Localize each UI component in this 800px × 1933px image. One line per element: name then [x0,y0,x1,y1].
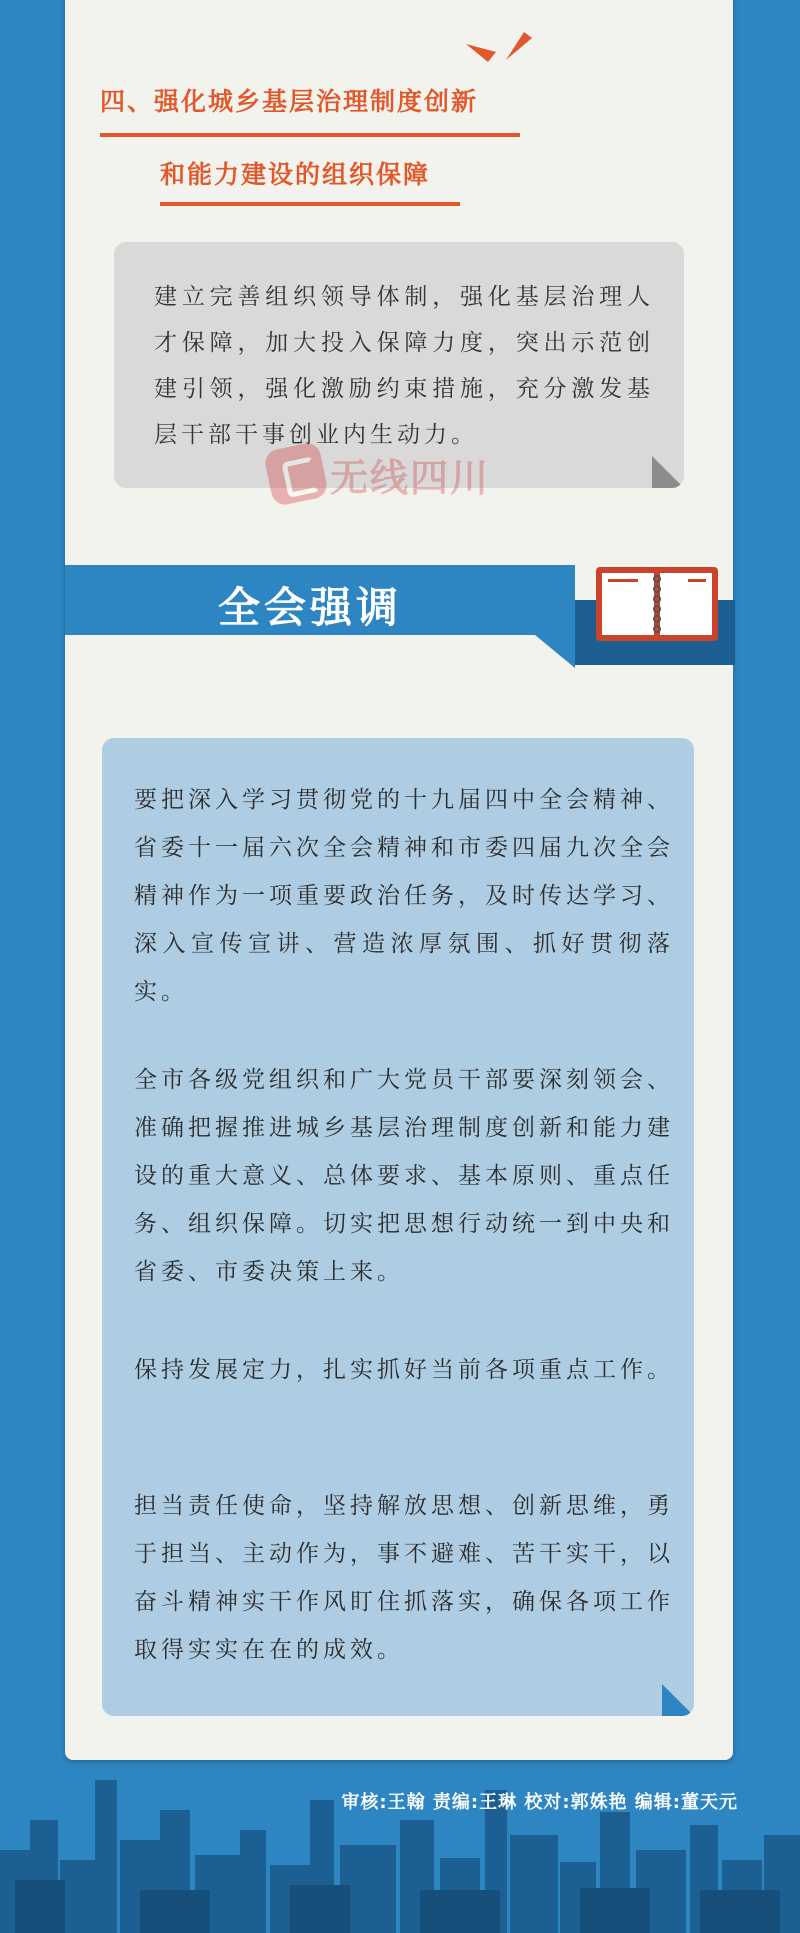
title-underline [100,133,520,137]
page-fold-corner [662,1684,694,1716]
watermark-text: 无线四川 [330,455,491,500]
title-underline [160,202,460,206]
chuan-logo-icon [263,441,329,507]
notebook-icon [594,565,720,643]
banner-title: 全会强调 [218,583,403,632]
banner-notch [535,635,575,668]
emphasis-paragraph: 要把深入学习贯彻党的十九届四中全会精神、省委十一届六次全会精神和市委四届九次全会精神作为一项重要政治任务，及时传达学习、深入宣传宣讲、营造浓厚氛围、抓好贯彻落实。 [134,787,674,1005]
emphasis-card [102,738,694,1716]
emphasis-paragraph: 保持发展定力，扎实抓好当前各项重点工作。 [134,1357,674,1383]
page-fold-corner [652,456,684,488]
emphasis-paragraph: 全市各级党组织和广大党员干部要深刻领会、准确把握推进城乡基层治理制度创新和能力建设的重大意义、总体要求、基本原则、重点任务、组织保障。切实把思想行动统一到中央和省委、市委决策上来。 [134,1067,674,1285]
section-title-line1: 四、强化城乡基层治理制度创新 [100,87,479,116]
city-skyline [0,1740,800,1933]
credits-line: 审核:王翰 责编:王琳 校对:郭姝艳 编辑:董天元 [341,1792,738,1813]
watermark [268,446,490,502]
section-title-line2: 和能力建设的组织保障 [160,160,431,189]
accent-marks-icon [462,30,542,70]
emphasis-paragraph: 担当责任使命，坚持解放思想、创新思维，勇于担当、主动作为，事不避难、苦干实干，以奋斗精神实干作风盯住抓落实，确保各项工作取得实实在在的成效。 [134,1493,674,1663]
section-note-text: 建立完善组织领导体制，强化基层治理人才保障，加大投入保障力度，突出示范创建引领，强化激励约束措施，充分激发基层干部干事创业内生动力。 [154,284,654,448]
